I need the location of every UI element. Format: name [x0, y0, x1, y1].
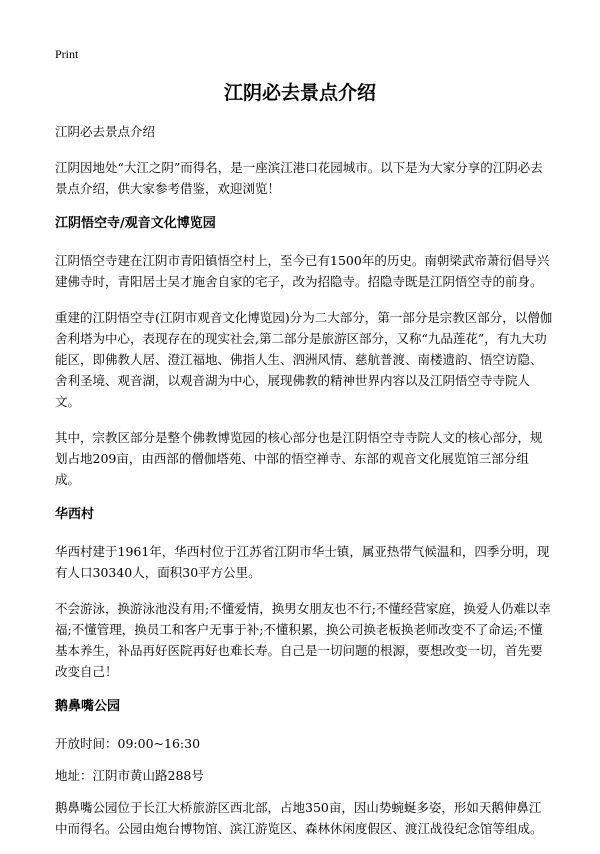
section-heading-ebizui-park: 鹅鼻嘴公园 [55, 699, 121, 714]
paragraph: 不会游泳，换游泳池没有用;不懂爱情，换男女朋友也不行;不懂经营家庭，换爱人仍难以幸福;不懂管理，换员工和客户无事于补;不懂积累，换公司换老板换老师改变不了命运;不懂基本养生，补品再好医院再好也难长寿。自己是一切问题的根源，要想改变一切，首先要改变自己！ [55, 601, 551, 679]
paragraph: 江阴悟空寺建在江阴市青阳镇悟空村上，至今已有1500年的历史。南朝梁武帝萧衍倡导兴建佛寺时，青阳居士吴才施舍自家的宅子，改为招隐寺。招隐寺既是江阴悟空寺的前身。 [55, 253, 550, 289]
paragraph: 其中，宗教区部分是整个佛教博览园的核心部分也是江阴悟空寺寺院人文的核心部分，规划占地209亩，由西部的僧伽塔苑、中部的悟空禅寺、东部的观音文化展览馆三部分组成。 [55, 430, 543, 487]
print-link[interactable]: Print [55, 47, 79, 61]
article-subtitle: 江阴必去景点介绍 [55, 124, 156, 139]
paragraph: 重建的江阴悟空寺(江阴市观音文化博览园)分为二大部分，第一部分是宗教区部分，以僧伽舍利塔为中心，表现存在的现实社会,第二部分是旅游区部分，又称“九品莲花”，有九大功能区，即佛教人居、澄江福地、佛指人生、泗洲风情、慈航普渡、南楼遗韵、悟空访隐、舍利圣境、观音湖，以观音湖为中心，展现佛教的精神世界内容以及江阴悟空寺寺院人文。 [55, 310, 553, 409]
address: 地址：江阴市黄山路288号 [55, 768, 204, 783]
paragraph: 鹅鼻嘴公园位于长江大桥旅游区西北部，占地350亩，因山势蜿蜒多姿，形如天鹅伸鼻江中而得名。公园由炮台博物馆、滨江游览区、森林休闲度假区、渡江战役纪念馆等组成。 [55, 800, 543, 836]
page-title: 江阴必去景点介绍 [223, 82, 376, 104]
section-heading-huaxi-village: 华西村 [55, 507, 95, 522]
article-body [55, 121, 553, 854]
section-heading-wukong-temple: 江阴悟空寺/观音文化博览园 [55, 216, 216, 231]
intro-paragraph: 江阴因地处“大江之阴”而得名，是一座滨江港口花园城市。以下是为大家分享的江阴必去景点介绍，供大家参考借鉴，欢迎浏览！ [55, 160, 543, 196]
opening-hours: 开放时间：09:00~16:30 [55, 736, 201, 751]
paragraph: 华西村建于1961年，华西村位于江苏省江阴市华士镇，属亚热带气候温和，四季分明，现有人口30340人，面积30平方公里。 [55, 544, 550, 580]
